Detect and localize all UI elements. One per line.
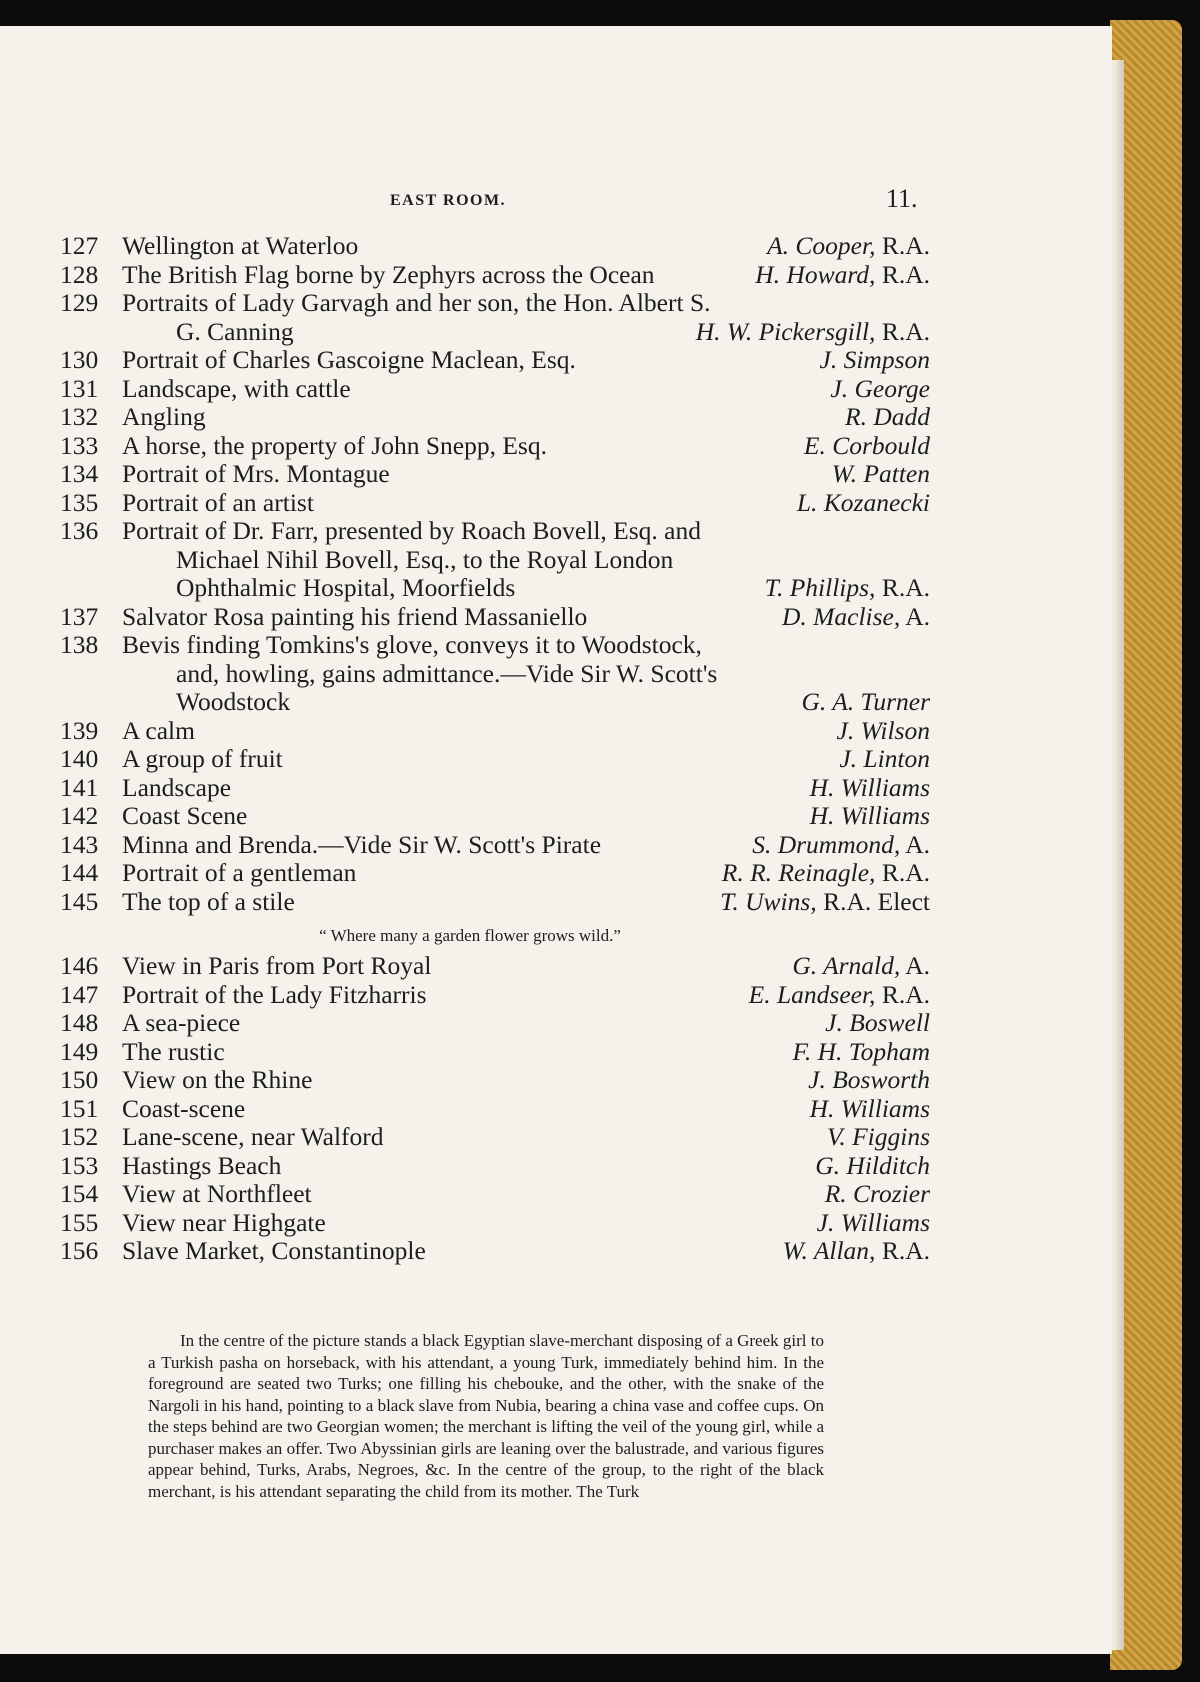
entry-number: 131: [60, 373, 99, 403]
entry-number: 153: [60, 1150, 99, 1180]
entry-artist: [802, 688, 930, 717]
catalogue-entry: [60, 1209, 930, 1238]
entry-artist: [810, 802, 930, 831]
artist-name: V. Figgins: [827, 1122, 930, 1151]
entry-continuation: [60, 574, 930, 603]
entry-line: [60, 1038, 930, 1067]
entry-title: Portrait of an artist: [122, 487, 314, 517]
entry-artist: [797, 489, 930, 518]
entry-title: A calm: [122, 715, 195, 745]
entry-number: 139: [60, 715, 99, 745]
entry-line: [60, 261, 930, 290]
entry-title: Lane-scene, near Walford: [122, 1122, 384, 1151]
entry-artist: [696, 318, 930, 347]
entry-title: View in Paris from Port Royal: [122, 951, 432, 980]
entry-number: 140: [60, 744, 99, 773]
entry-line: [60, 432, 930, 461]
entry-number: 129: [60, 288, 99, 317]
entry-title: Bevis finding Tomkins's glove, conveys it to Woodstock,: [122, 630, 702, 659]
artist-name: G. A. Turner: [801, 687, 930, 716]
entry-artist: [825, 1009, 930, 1038]
entry-title: Minna and Brenda.—Vide Sir W. Scott's Pirate: [122, 829, 602, 859]
catalogue-entry: [60, 859, 930, 888]
running-head: EAST ROOM.: [390, 192, 507, 209]
entry-title: Coast-scene: [122, 1093, 246, 1123]
artist-name: R. R. Reinagle,: [721, 858, 876, 887]
catalogue-entry: [60, 489, 930, 518]
entry-artist: [783, 1237, 930, 1266]
artist-name: F. H. Topham: [792, 1036, 930, 1066]
artist-name: W. Allan,: [782, 1236, 876, 1265]
artist-name: H. W. Pickersgill,: [695, 316, 876, 346]
entry-artist: [755, 261, 930, 290]
entry-artist: [825, 1180, 930, 1209]
entry-number: 143: [60, 829, 99, 859]
catalogue-entry: [60, 603, 930, 632]
entry-title-cont: G. Canning: [176, 316, 294, 346]
entry-number: 147: [60, 979, 99, 1009]
entry-line: [60, 831, 930, 860]
entry-title: Angling: [122, 402, 206, 431]
page-header: [0, 184, 1112, 224]
artist-name: H. Williams: [809, 1093, 930, 1123]
entry-line: [60, 1237, 930, 1266]
catalogue-entry: [60, 981, 930, 1010]
entry-title: Portrait of Dr. Farr, presented by Roach Bovell, Esq. and: [122, 516, 701, 545]
entry-number: 146: [60, 951, 99, 980]
entry-artist: [830, 375, 930, 404]
entry-number: 144: [60, 858, 99, 887]
artist-name: S. Drummond,: [752, 829, 901, 859]
entry-title: The top of a stile: [122, 886, 295, 916]
catalogue-entry: [60, 774, 930, 803]
entry-artist: [810, 774, 930, 803]
entry-artist: [767, 232, 930, 261]
entry-artist: [752, 831, 930, 860]
entry-artist: [815, 1152, 930, 1181]
entry-continuation: [60, 660, 930, 689]
entry-title: Landscape: [122, 772, 232, 802]
entry-artist: [832, 460, 930, 489]
entry-line: [60, 232, 930, 261]
entry-line: [60, 375, 930, 404]
entry-title: Wellington at Waterloo: [122, 231, 359, 260]
entry-line: [60, 603, 930, 632]
entry-title: Portraits of Lady Garvagh and her son, the Hon. Albert S.: [122, 288, 711, 317]
entry-line: [60, 403, 930, 432]
artist-name: J. Linton: [839, 744, 930, 773]
entry-artist: [827, 1123, 930, 1152]
entry-title-cont: and, howling, gains admittance.—Vide Sir W. Scott's: [176, 658, 718, 688]
entry-title: The rustic: [122, 1036, 225, 1066]
entry-artist: [765, 574, 930, 603]
entry-quotation: “ Where many a garden flower grows wild.”: [319, 926, 621, 945]
entry-artist: [810, 1095, 930, 1124]
artist-name: J. Boswell: [825, 1008, 930, 1037]
entry-line: [60, 346, 930, 375]
entry-artist: [804, 432, 930, 461]
catalogue-entry: [60, 631, 930, 717]
catalogue-entry: [60, 517, 930, 603]
artist-honour: A.: [900, 601, 930, 631]
artist-name: T. Uwins,: [720, 886, 817, 916]
entry-number: 135: [60, 487, 99, 517]
entry-line: [60, 631, 930, 660]
artist-name: J. Simpson: [819, 345, 930, 374]
entry-title-cont: Michael Nihil Bovell, Esq., to the Royal London: [176, 544, 674, 574]
entry-line: [60, 517, 930, 546]
catalogue-entry: [60, 1066, 930, 1095]
entry-line: [60, 1152, 930, 1181]
entry-artist: [749, 981, 930, 1010]
artist-honour: R.A.: [875, 979, 930, 1009]
artist-name: R. Dadd: [845, 402, 930, 431]
artist-name: E. Landseer,: [748, 979, 876, 1009]
entry-title-cont: Woodstock: [176, 687, 291, 716]
entry-line: [60, 802, 930, 831]
catalogue-entry: [60, 717, 930, 746]
catalogue-entry: [60, 232, 930, 261]
entry-line: [60, 460, 930, 489]
entry-number: 152: [60, 1122, 99, 1151]
page-number: 11.: [886, 184, 918, 213]
artist-name: D. Maclise,: [781, 601, 901, 631]
artist-name: H. Howard,: [755, 259, 876, 289]
artist-name: G. Hilditch: [815, 1150, 930, 1180]
entry-number: 154: [60, 1179, 99, 1208]
entry-number: 128: [60, 259, 99, 289]
entry-title: View near Highgate: [122, 1207, 326, 1237]
entry-title: Portrait of Charles Gascoigne Maclean, Esq.: [122, 345, 576, 374]
entry-number: 138: [60, 630, 99, 659]
artist-name: H. Williams: [809, 772, 930, 802]
entry-artist: [782, 603, 930, 632]
artist-name: A. Cooper,: [767, 231, 876, 260]
artist-name: G. Arnald,: [792, 951, 901, 980]
entry-number: 136: [60, 516, 99, 545]
entry-line: [60, 888, 930, 917]
entry-continuation: [60, 688, 930, 717]
catalogue-entry: [60, 1123, 930, 1152]
entry-line: [60, 1095, 930, 1124]
entry-line: [60, 489, 930, 518]
artist-honour: R.A.: [875, 259, 930, 289]
artist-name: J. Bosworth: [808, 1065, 930, 1094]
entry-line: [60, 1009, 930, 1038]
artist-honour: R.A.: [875, 1236, 930, 1265]
entry-number: 156: [60, 1236, 99, 1265]
artist-name: T. Phillips,: [764, 573, 876, 602]
entry-title: Landscape, with cattle: [122, 373, 351, 403]
entry-line: [60, 981, 930, 1010]
entry-title: View at Northfleet: [122, 1179, 312, 1208]
catalogue-entry: [60, 745, 930, 774]
entry-line: [60, 774, 930, 803]
entry-title: Portrait of a gentleman: [122, 858, 357, 887]
entry-line: [60, 952, 930, 981]
entry-line: [60, 1123, 930, 1152]
entry-line: [60, 717, 930, 746]
entry-artist: [839, 745, 930, 774]
entry-number: 149: [60, 1036, 99, 1066]
entry-line: [60, 745, 930, 774]
entry-number: 132: [60, 402, 99, 431]
entry-title-cont: Ophthalmic Hospital, Moorfields: [176, 573, 516, 602]
entry-title: Portrait of Mrs. Montague: [122, 459, 390, 488]
artist-name: J. George: [830, 373, 930, 403]
catalogue-entry: [60, 1152, 930, 1181]
entry-number: 134: [60, 459, 99, 488]
entry-title: A sea-piece: [122, 1008, 241, 1037]
entry-number: 137: [60, 601, 99, 631]
entry-line: [60, 859, 930, 888]
entry-title: Coast Scene: [122, 801, 248, 830]
entry-artist: [817, 1209, 930, 1238]
catalogue-entry: [60, 831, 930, 860]
artist-name: J. Wilson: [836, 715, 930, 745]
entry-number: 155: [60, 1207, 99, 1237]
catalogue-entry: [60, 1180, 930, 1209]
entry-artist: [808, 1066, 930, 1095]
artist-name: W. Patten: [831, 459, 930, 488]
catalogue-entry: [60, 289, 930, 346]
artist-name: L. Kozanecki: [796, 487, 930, 517]
entry-title: Portrait of the Lady Fitzharris: [122, 979, 427, 1009]
entry-artist: [820, 346, 931, 375]
entry-number: 141: [60, 772, 99, 802]
entry-number: 148: [60, 1008, 99, 1037]
catalogue-entry: [60, 1095, 930, 1124]
entry-number: 145: [60, 886, 99, 916]
catalogue-entry: [60, 1009, 930, 1038]
entry-continuation: [60, 546, 930, 575]
catalogue-entries: [60, 232, 930, 1266]
entry-artist: [792, 952, 930, 981]
artist-honour: A.: [900, 951, 930, 980]
artist-honour: R.A. Elect: [816, 886, 930, 916]
entry-continuation: [60, 318, 930, 347]
entry-title: The British Flag borne by Zephyrs across the Ocean: [122, 259, 655, 289]
entry-title: Salvator Rosa painting his friend Massaniello: [122, 601, 588, 631]
entry-line: [60, 1180, 930, 1209]
entry-title: Hastings Beach: [122, 1150, 282, 1180]
catalogue-entry: [60, 1038, 930, 1067]
artist-name: E. Corbould: [803, 430, 930, 460]
entry-title: Slave Market, Constantinople: [122, 1236, 426, 1265]
artist-honour: R.A.: [875, 573, 930, 602]
entry-title: A group of fruit: [122, 744, 283, 773]
catalogue-entry: [60, 346, 930, 375]
catalogue-entry: [60, 403, 930, 432]
catalogue-entry: [60, 432, 930, 461]
artist-honour: A.: [900, 829, 930, 859]
entry-line: [60, 289, 930, 318]
entry-artist: [720, 888, 930, 917]
artist-name: H. Williams: [809, 801, 930, 830]
entry-number: 151: [60, 1093, 99, 1123]
entry-number: 150: [60, 1065, 99, 1094]
artist-honour: R.A.: [875, 316, 930, 346]
artist-honour: R.A.: [875, 231, 930, 260]
entry-number: 127: [60, 231, 99, 260]
entry-artist: [793, 1038, 930, 1067]
catalogue-entry: [60, 261, 930, 290]
artist-name: R. Crozier: [824, 1179, 930, 1208]
catalogue-page: [0, 26, 1112, 1654]
artist-honour: R.A.: [875, 858, 930, 887]
catalogue-entry: [60, 802, 930, 831]
catalogue-entry: [60, 952, 930, 981]
catalogue-entry: [60, 375, 930, 404]
description-paragraph: In the centre of the picture stands a black Egyptian slave-merchant disposing of a Greek girl to a Turkish pasha on horseback, with his attendant, a young Turk, immediately behind him. In the foreground are seated two Turks; one filling his chebouke, and the other, with the snake of the Nargoli in his hand, pointing to a black slave from Nubia, bearing a china vase and coffee cups. On the steps behind are two Georgian women; the merchant is lifting the veil of the young girl, while a purchaser makes an offer. Two Abyssinian girls are leaning over the balustrade, and various figures appear behind, Turks, Arabs, Negroes, &c. In the centre of the group, to the right of the black merchant, is his attendant separating the child from its mother. The Turk: [148, 1331, 824, 1501]
entry-number: 133: [60, 430, 99, 460]
entry-title: View on the Rhine: [122, 1065, 313, 1094]
catalogue-entry: [60, 460, 930, 489]
catalogue-entry: [60, 888, 930, 917]
catalogue-entry: [60, 1237, 930, 1266]
entry-title: A horse, the property of John Snepp, Esq.: [122, 430, 547, 460]
entry-artist: [722, 859, 930, 888]
entry-artist: [837, 717, 931, 746]
entry-line: [60, 1209, 930, 1238]
entry-artist: [845, 403, 930, 432]
entry-line: [60, 1066, 930, 1095]
entry-number: 130: [60, 345, 99, 374]
artist-name: J. Williams: [816, 1207, 930, 1237]
entry-number: 142: [60, 801, 99, 830]
